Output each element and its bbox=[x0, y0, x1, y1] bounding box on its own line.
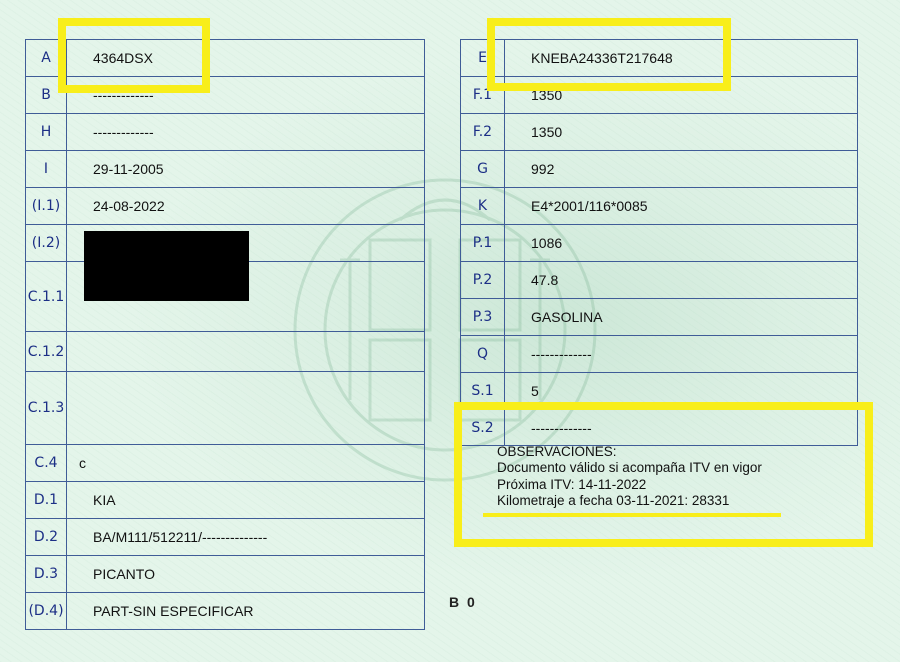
field-code: D.2 bbox=[26, 519, 67, 556]
highlight-box-vin bbox=[487, 18, 731, 91]
field-value bbox=[67, 332, 425, 372]
field-code: P.3 bbox=[461, 299, 505, 336]
field-value: 5 bbox=[505, 373, 858, 410]
field-code: P.1 bbox=[461, 225, 505, 262]
field-value: 1350 bbox=[505, 77, 858, 114]
table-row bbox=[461, 225, 858, 262]
table-row bbox=[461, 188, 858, 225]
table-row bbox=[26, 445, 425, 482]
right-fields-table bbox=[460, 39, 858, 446]
field-code: P.2 bbox=[461, 262, 505, 299]
field-code: G bbox=[461, 151, 505, 188]
field-value: c bbox=[67, 445, 425, 482]
highlight-box-plate bbox=[58, 18, 210, 93]
observation-line: Kilometraje a fecha 03-11-2021: 28331 bbox=[497, 493, 730, 509]
table-row bbox=[26, 556, 425, 593]
left-fields-table bbox=[25, 39, 425, 630]
field-code: (I.1) bbox=[26, 188, 67, 225]
field-code: A bbox=[26, 40, 67, 77]
field-code: C.1.2 bbox=[26, 332, 67, 372]
observation-line: Próxima ITV: 14-11-2022 bbox=[497, 476, 647, 492]
field-value: 1350 bbox=[505, 114, 858, 151]
field-code: (I.2) bbox=[26, 225, 67, 262]
table-row bbox=[461, 299, 858, 336]
field-code: D.1 bbox=[26, 482, 67, 519]
table-row bbox=[461, 114, 858, 151]
field-value: 1086 bbox=[505, 225, 858, 262]
field-code: F.1 bbox=[461, 77, 505, 114]
table-row bbox=[26, 482, 425, 519]
redaction-block bbox=[84, 231, 249, 301]
table-row bbox=[26, 188, 425, 225]
field-value: 24-08-2022 bbox=[67, 188, 425, 225]
field-value: GASOLINA bbox=[505, 299, 858, 336]
field-code: I bbox=[26, 151, 67, 188]
field-code: S.2 bbox=[461, 410, 505, 446]
highlight-box-observations bbox=[454, 402, 873, 547]
observation-line: Documento válido si acompaña ITV en vigor bbox=[497, 460, 762, 476]
table-row bbox=[26, 114, 425, 151]
field-value: KIA bbox=[67, 482, 425, 519]
field-value: E4*2001/116*0085 bbox=[505, 188, 858, 225]
field-code: K bbox=[461, 188, 505, 225]
table-row bbox=[461, 262, 858, 299]
field-value: 47.8 bbox=[505, 262, 858, 299]
table-row bbox=[26, 151, 425, 188]
table-row bbox=[26, 519, 425, 556]
table-row bbox=[26, 593, 425, 630]
field-value: PICANTO bbox=[67, 556, 425, 593]
table-row bbox=[461, 336, 858, 373]
field-value: 992 bbox=[505, 151, 858, 188]
field-code: E bbox=[461, 40, 505, 77]
observations-heading: OBSERVACIONES: bbox=[497, 444, 617, 459]
field-value: 4364DSX bbox=[67, 40, 425, 77]
field-code: D.3 bbox=[26, 556, 67, 593]
field-code: B bbox=[26, 77, 67, 114]
field-code: C.1.1 bbox=[26, 262, 67, 332]
footer-code: B 0 bbox=[449, 594, 477, 610]
field-value: ------------- bbox=[505, 336, 858, 373]
table-row bbox=[461, 151, 858, 188]
field-code: S.1 bbox=[461, 373, 505, 410]
field-code: C.1.3 bbox=[26, 372, 67, 445]
field-code: H bbox=[26, 114, 67, 151]
field-value: PART-SIN ESPECIFICAR bbox=[67, 593, 425, 630]
field-code: Q bbox=[461, 336, 505, 373]
field-value: KNEBA24336T217648 bbox=[505, 40, 858, 77]
field-value: ------------- bbox=[505, 410, 858, 446]
field-code: C.4 bbox=[26, 445, 67, 482]
field-value: BA/M111/512211/-------------- bbox=[67, 519, 425, 556]
table-row bbox=[26, 372, 425, 445]
field-value: ------------- bbox=[67, 114, 425, 151]
table-row bbox=[26, 332, 425, 372]
field-value: ------------- bbox=[67, 77, 425, 114]
field-code: F.2 bbox=[461, 114, 505, 151]
field-value: 29-11-2005 bbox=[67, 151, 425, 188]
field-value bbox=[67, 372, 425, 445]
field-code: (D.4) bbox=[26, 593, 67, 630]
